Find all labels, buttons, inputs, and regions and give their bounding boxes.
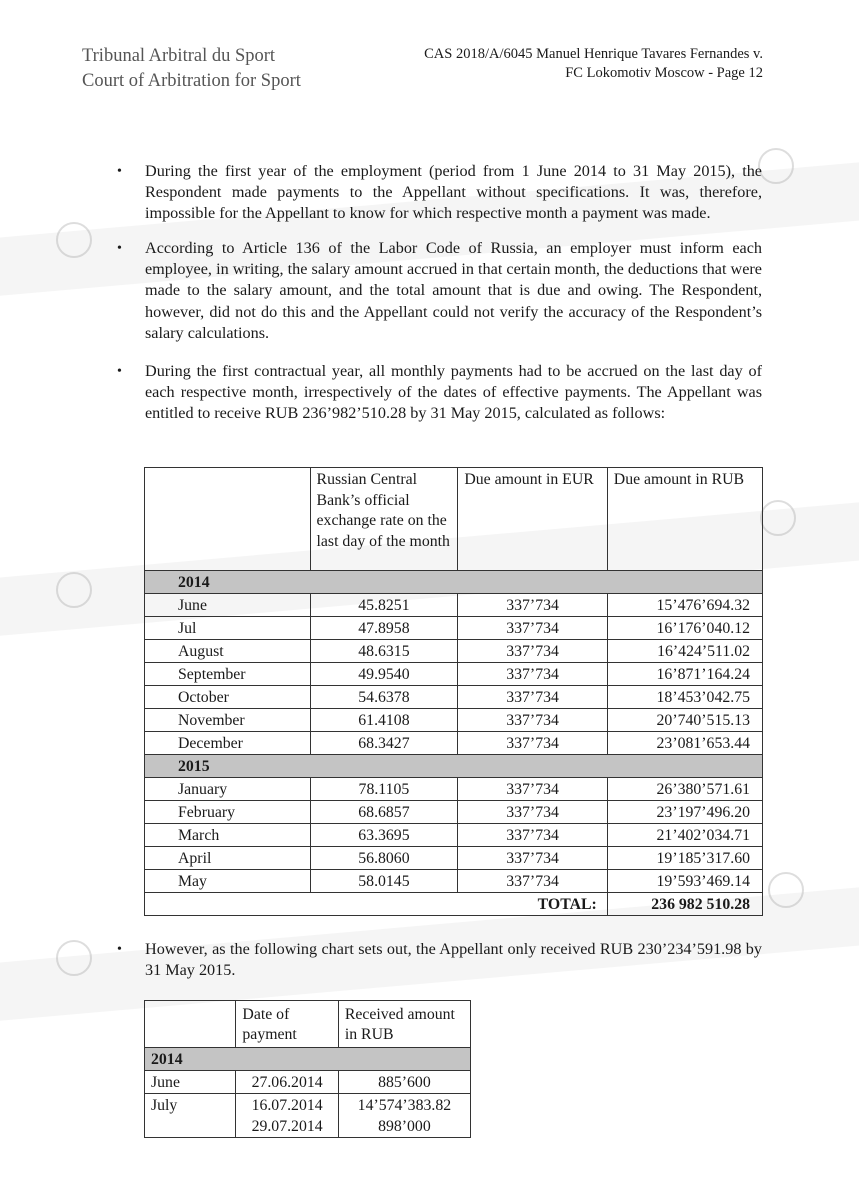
payment-date-cell: [236, 1094, 338, 1138]
table-row: [145, 686, 763, 709]
received-amount: 885’600: [378, 1074, 431, 1091]
received-table-body: [145, 1048, 471, 1138]
month-cell: March: [145, 824, 311, 847]
court-name: [82, 44, 301, 94]
bullet-paragraph: [117, 361, 762, 425]
eur-amount-cell: 337’734: [458, 686, 607, 709]
year-group-row: [145, 1048, 471, 1071]
received-amount: 898’000: [378, 1118, 431, 1135]
eur-amount-cell: 337’734: [458, 594, 607, 617]
month-cell: November: [145, 709, 311, 732]
exchange-rate-cell: 68.6857: [310, 801, 458, 824]
table-row: [145, 594, 763, 617]
month-cell: January: [145, 778, 311, 801]
bullet-paragraph: [117, 161, 762, 225]
soccer-ball-watermark-icon: [56, 222, 92, 258]
header-cell-exchange-rate: Russian Central Bank’s official exchange rate on the last day of the month: [310, 468, 458, 571]
payment-date: 27.06.2014: [251, 1074, 323, 1091]
table-row: [145, 847, 763, 870]
rub-amount-cell: 18’453’042.75: [607, 686, 762, 709]
month-cell: September: [145, 663, 311, 686]
exchange-rate-cell: 48.6315: [310, 640, 458, 663]
exchange-rate-cell: 47.8958: [310, 617, 458, 640]
total-value: 236 982 510.28: [607, 893, 762, 916]
eur-amount-cell: 337’734: [458, 732, 607, 755]
month-cell: October: [145, 686, 311, 709]
table-row: [145, 870, 763, 893]
table-row: [145, 801, 763, 824]
bullet-paragraph: [117, 939, 762, 981]
exchange-rate-cell: 61.4108: [310, 709, 458, 732]
eur-amount-cell: 337’734: [458, 824, 607, 847]
eur-amount-cell: 337’734: [458, 870, 607, 893]
received-amount-cell: [338, 1071, 470, 1094]
year-label: 2014: [145, 1048, 471, 1071]
table-row: [145, 1094, 471, 1138]
header-cell: [145, 468, 311, 571]
exchange-rate-cell: 56.8060: [310, 847, 458, 870]
year-group-row: [145, 755, 763, 778]
due-amounts-table: [144, 467, 763, 916]
payment-date: 16.07.2014: [251, 1097, 323, 1114]
header-cell-rub: Due amount in RUB: [607, 468, 762, 571]
rub-amount-cell: 20’740’515.13: [607, 709, 762, 732]
case-reference: [424, 45, 763, 83]
header-cell-eur: Due amount in EUR: [458, 468, 607, 571]
received-amount: 14’574’383.82: [357, 1097, 452, 1114]
rub-amount-cell: 26’380’571.61: [607, 778, 762, 801]
bullet-icon: •: [117, 164, 122, 179]
paragraph-text: According to Article 136 of the Labor Code of Russia, an employer must inform each employee, in writing, the salary amount accrued in that certain month, the deductions that were made to the salary amount, and the total amount that is due and owing. The Respondent, however, did not do this and the Appellant could not verify the accuracy of the Respondent’s salary calculations.: [145, 239, 762, 342]
rub-amount-cell: 19’185’317.60: [607, 847, 762, 870]
paragraph-text: During the first contractual year, all monthly payments had to be accrued on the last day of each respective month, irrespectively of the dates of effective payments. The Appellant was entitled to receive RUB 236’982’510.28 by 31 May 2015, calculated as follows:: [145, 362, 762, 423]
eur-amount-cell: 337’734: [458, 709, 607, 732]
month-cell: Jul: [145, 617, 311, 640]
eur-amount-cell: 337’734: [458, 801, 607, 824]
rub-amount-cell: 19’593’469.14: [607, 870, 762, 893]
eur-amount-cell: 337’734: [458, 663, 607, 686]
case-parties-page: FC Lokomotiv Moscow - Page 12: [565, 65, 763, 81]
month-cell: April: [145, 847, 311, 870]
table-row: [145, 663, 763, 686]
table-row: [145, 732, 763, 755]
exchange-rate-cell: 58.0145: [310, 870, 458, 893]
year-group-row: [145, 571, 763, 594]
exchange-rate-cell: 78.1105: [310, 778, 458, 801]
year-label: 2015: [145, 755, 763, 778]
table-row: [145, 778, 763, 801]
exchange-rate-cell: 54.6378: [310, 686, 458, 709]
court-name-english: Court of Arbitration for Sport: [82, 71, 301, 91]
month-cell: December: [145, 732, 311, 755]
bullet-paragraph: [117, 238, 762, 344]
total-row: [145, 893, 763, 916]
eur-amount-cell: 337’734: [458, 778, 607, 801]
eur-amount-cell: 337’734: [458, 847, 607, 870]
paragraph-text: However, as the following chart sets out, the Appellant only received RUB 230’234’591.98 by 31 May 2015.: [145, 940, 762, 980]
year-label: 2014: [145, 571, 763, 594]
soccer-ball-watermark-icon: [758, 148, 794, 184]
eur-amount-cell: 337’734: [458, 640, 607, 663]
rub-amount-cell: 15’476’694.32: [607, 594, 762, 617]
table-row: [145, 640, 763, 663]
bullet-icon: •: [117, 942, 122, 957]
rub-amount-cell: 23’197’496.20: [607, 801, 762, 824]
month-cell: May: [145, 870, 311, 893]
header-cell: [145, 1001, 236, 1048]
month-cell: July: [145, 1094, 236, 1138]
table-row: [145, 709, 763, 732]
month-cell: February: [145, 801, 311, 824]
payment-date-cell: [236, 1071, 338, 1094]
exchange-rate-cell: 68.3427: [310, 732, 458, 755]
case-title: CAS 2018/A/6045 Manuel Henrique Tavares Fernandes v.: [424, 46, 763, 62]
table-header-row: [145, 468, 763, 571]
exchange-rate-cell: 63.3695: [310, 824, 458, 847]
payment-date: 29.07.2014: [251, 1118, 323, 1135]
table-row: [145, 824, 763, 847]
due-table-body: [145, 571, 763, 916]
header-cell-date: Date of payment: [236, 1001, 338, 1048]
received-amounts-table: [144, 1000, 471, 1138]
table-header-row: [145, 1001, 471, 1048]
exchange-rate-cell: 49.9540: [310, 663, 458, 686]
soccer-ball-watermark-icon: [768, 872, 804, 908]
paragraph-text: During the first year of the employment (period from 1 June 2014 to 31 May 2015), the Respondent made payments to the Appellant without specifications. It was, therefore, impossible for the Appellant to know for which respective month a payment was made.: [145, 162, 762, 223]
received-amount-cell: [338, 1094, 470, 1138]
rub-amount-cell: 16’176’040.12: [607, 617, 762, 640]
table-row: [145, 617, 763, 640]
month-cell: June: [145, 594, 311, 617]
soccer-ball-watermark-icon: [56, 572, 92, 608]
soccer-ball-watermark-icon: [760, 500, 796, 536]
bullet-icon: •: [117, 241, 122, 256]
total-label: TOTAL:: [145, 893, 608, 916]
bullet-icon: •: [117, 364, 122, 379]
court-name-french: Tribunal Arbitral du Sport: [82, 46, 276, 66]
rub-amount-cell: 23’081’653.44: [607, 732, 762, 755]
rub-amount-cell: 16’871’164.24: [607, 663, 762, 686]
header-cell-amount: Received amount in RUB: [338, 1001, 470, 1048]
month-cell: June: [145, 1071, 236, 1094]
rub-amount-cell: 21’402’034.71: [607, 824, 762, 847]
soccer-ball-watermark-icon: [56, 940, 92, 976]
table-row: [145, 1071, 471, 1094]
exchange-rate-cell: 45.8251: [310, 594, 458, 617]
month-cell: August: [145, 640, 311, 663]
eur-amount-cell: 337’734: [458, 617, 607, 640]
rub-amount-cell: 16’424’511.02: [607, 640, 762, 663]
